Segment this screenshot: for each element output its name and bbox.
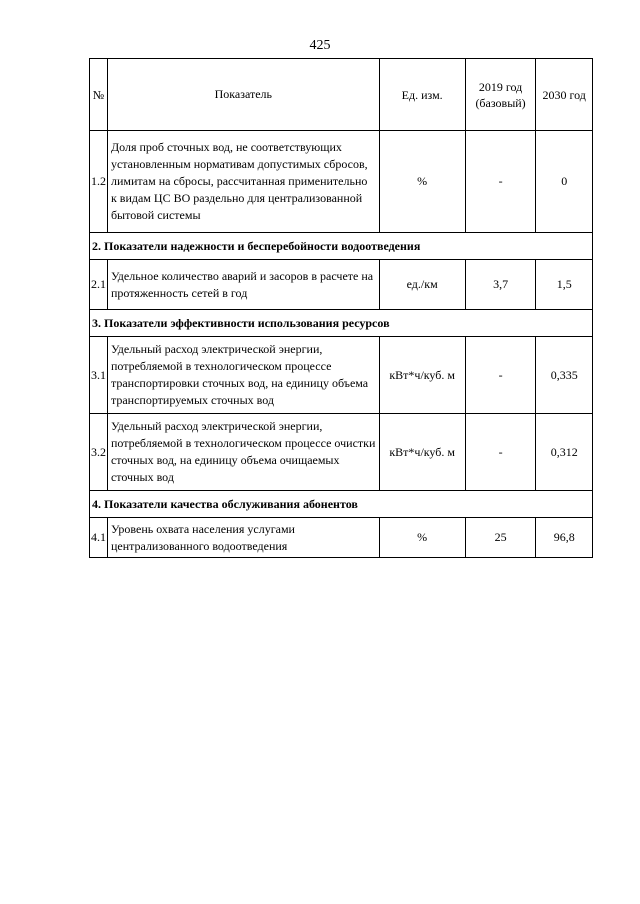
row-base-value: 3,7 — [465, 260, 536, 310]
section-row — [90, 491, 593, 518]
page-number: 425 — [309, 38, 331, 53]
row-unit: % — [379, 131, 465, 233]
row-unit: кВт*ч/куб. м — [379, 337, 465, 414]
row-indicator: Доля проб сточных вод, не соответствующих установленным нормативам допустимых сбросов, лимитам на сбросы, рассчитанная применительно к видам ЦС ВО раздельно для централизованной бытовой системы — [107, 131, 379, 233]
row-target-value: 0,312 — [536, 414, 593, 491]
row-target-value: 1,5 — [536, 260, 593, 310]
table-row — [90, 337, 593, 414]
header-target-year: 2030 год — [536, 59, 593, 131]
row-base-value: - — [465, 414, 536, 491]
table-row — [90, 414, 593, 491]
row-num: 3.2 — [90, 414, 108, 491]
row-unit: ед./км — [379, 260, 465, 310]
table-row — [90, 260, 593, 310]
table-header-row — [90, 59, 593, 131]
header-unit: Ед. изм. — [379, 59, 465, 131]
row-unit: кВт*ч/куб. м — [379, 414, 465, 491]
row-base-value: 25 — [465, 518, 536, 558]
indicators-table — [89, 58, 593, 558]
header-num: № — [90, 59, 108, 131]
row-num: 1.2 — [90, 131, 108, 233]
row-indicator: Удельный расход электрической энергии, потребляемой в технологическом процессе транспортировки сточных вод, на единицу объема транспортируемых сточных вод — [107, 337, 379, 414]
section-row — [90, 310, 593, 337]
row-base-value: - — [465, 337, 536, 414]
table-row — [90, 518, 593, 558]
row-num: 4.1 — [90, 518, 108, 558]
header-indicator: Показатель — [107, 59, 379, 131]
row-target-value: 0 — [536, 131, 593, 233]
row-num: 3.1 — [90, 337, 108, 414]
section-title: 2. Показатели надежности и бесперебойности водоотведения — [90, 233, 593, 260]
row-unit: % — [379, 518, 465, 558]
row-base-value: - — [465, 131, 536, 233]
row-indicator: Удельное количество аварий и засоров в расчете на протяженность сетей в год — [107, 260, 379, 310]
row-indicator: Удельный расход электрической энергии, потребляемой в технологическом процессе очистки сточных вод, на единицу объема очищаемых сточных вод — [107, 414, 379, 491]
row-num: 2.1 — [90, 260, 108, 310]
section-title: 3. Показатели эффективности использования ресурсов — [90, 310, 593, 337]
section-row — [90, 233, 593, 260]
row-target-value: 0,335 — [536, 337, 593, 414]
section-title: 4. Показатели качества обслуживания абонентов — [90, 491, 593, 518]
row-indicator: Уровень охвата населения услугами централизованного водоотведения — [107, 518, 379, 558]
row-target-value: 96,8 — [536, 518, 593, 558]
table-row — [90, 131, 593, 233]
header-base-year: 2019 год (базовый) — [465, 59, 536, 131]
